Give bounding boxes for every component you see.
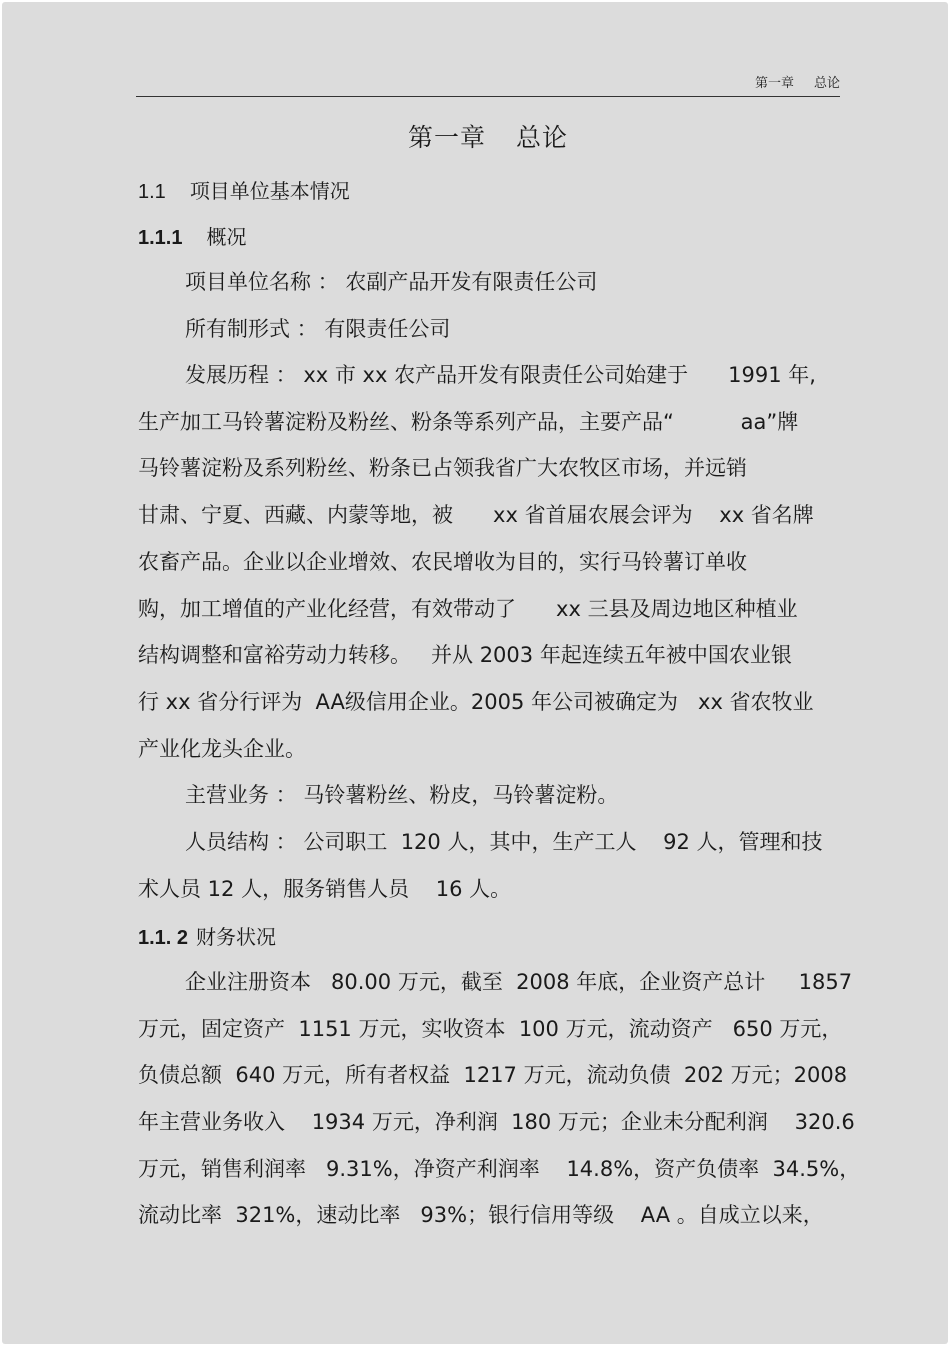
section-heading-1-1-2	[138, 922, 276, 953]
document-page	[2, 2, 948, 1344]
paragraph-line: 发展历程 ： xx 市 xx 农产品开发有限责任公司始建于 1991 年,	[185, 363, 816, 387]
paragraph-line: 流动比率 321%，速动比率 93%；银行信用等级 AA 。自成立以来，	[138, 1203, 824, 1227]
running-header	[136, 72, 840, 97]
section-heading-1-1	[138, 176, 350, 207]
section-number: 1.1	[138, 181, 166, 203]
section-title: 项目单位基本情况	[189, 179, 350, 203]
paragraph-line: 项目单位名称 ： 农副产品开发有限责任公司	[185, 270, 598, 294]
section-number: 1.1. 2	[138, 927, 189, 949]
paragraph-line: 马铃薯淀粉及系列粉丝、粉条已占领我省广大农牧区市场，并远销	[138, 456, 747, 480]
paragraph-line: 主营业务 ： 马铃薯粉丝、粉皮，马铃薯淀粉。	[185, 783, 619, 807]
paragraph-line: 人员结构 ： 公司职工 120 人，其中，生产工人 92 人，管理和技	[185, 830, 823, 854]
paragraph-line: 结构调整和富裕劳动力转移。 并从 2003 年起连续五年被中国农业银	[138, 643, 792, 667]
paragraph-line: 万元，固定资产 1151 万元，实收资本 100 万元，流动资产 650 万元，	[138, 1017, 843, 1041]
chapter-title-text: 总论	[516, 123, 569, 152]
header-chapter: 第一章	[754, 76, 794, 91]
section-title: 概况	[206, 225, 247, 249]
chapter-title	[136, 118, 840, 154]
header-title: 总论	[813, 76, 840, 91]
chapter-title-number: 第一章	[407, 123, 486, 152]
paragraph-line: 所有制形式 ： 有限责任公司	[185, 317, 451, 341]
paragraph-line: 行 xx 省分行评为 AA级信用企业。2005 年公司被确定为 xx 省农牧业	[138, 690, 814, 714]
paragraph-line: 年主营业务收入 1934 万元，净利润 180 万元；企业未分配利润 320.6	[138, 1110, 855, 1134]
paragraph-line: 产业化龙头企业。	[138, 737, 306, 761]
paragraph-line: 负债总额 640 万元，所有者权益 1217 万元，流动负债 202 万元；2008	[138, 1063, 848, 1087]
paragraph-line: 万元，销售利润率 9.31%，净资产利润率 14.8%，资产负债率 34.5%，	[138, 1157, 861, 1181]
paragraph-line: 甘肃、宁夏、西藏、内蒙等地，被 xx 省首届农展会评为 xx 省名牌	[138, 503, 814, 527]
paragraph-line: 生产加工马铃薯淀粉及粉丝、粉条等系列产品，主要产品“ aa”牌	[138, 410, 799, 434]
paragraph-line: 农畜产品。企业以企业增效、农民增收为目的，实行马铃薯订单收	[138, 550, 747, 574]
paragraph-line: 术人员 12 人，服务销售人员 16 人。	[138, 877, 512, 901]
paragraph-line: 购，加工增值的产业化经营，有效带动了 xx 三县及周边地区种植业	[138, 597, 798, 621]
paragraph-line: 企业注册资本 80.00 万元，截至 2008 年底，企业资产总计 1857	[185, 970, 853, 994]
section-number: 1.1.1	[138, 227, 183, 249]
section-heading-1-1-1	[138, 222, 246, 253]
section-title: 财务状况	[196, 925, 277, 949]
